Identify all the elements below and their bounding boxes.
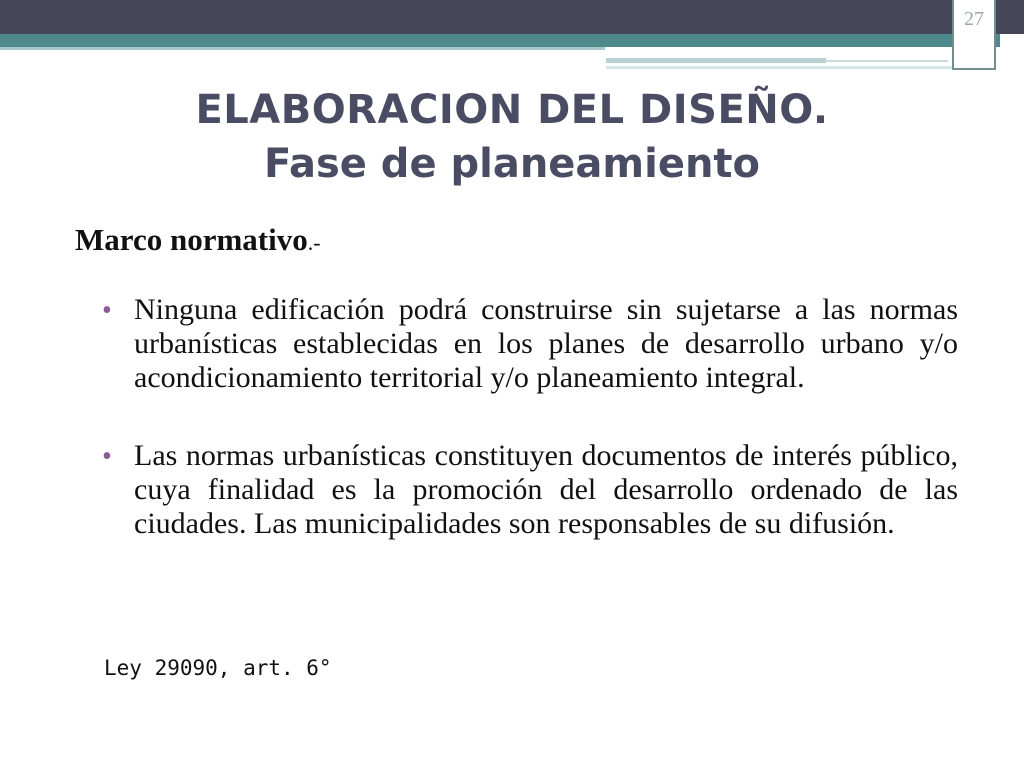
bullet-text: Ninguna edificación podrá construirse sin sujetarse a las normas urbanísticas establecidas en los planes de desarrollo urbano y/o acondicionamiento territorial y/o planeamiento integral. [134,293,958,394]
bullet-list [100,293,958,585]
section-heading-text: Marco normativo [75,222,308,257]
title-subtitle: Fase de planeamiento [263,141,761,187]
bullet-text: Las normas urbanísticas constituyen documentos de interés público, cuya finalidad es la promoción del desarrollo ordenado de las ciudades. Las municipalidades son responsables de su difusión. [134,439,958,540]
slide-title [100,86,924,188]
teal-accent-bar [0,34,1000,47]
section-heading-suffix: .- [307,230,321,255]
page-number: 27 [964,8,984,30]
title-main: ELABORACION DEL DISEÑO. [195,87,829,133]
accent-line [606,66,996,69]
law-citation: Ley 29090, art. 6° [104,656,332,680]
page-number-tab [952,0,996,70]
header-band [0,0,1024,34]
accent-line [606,58,826,63]
bullet-marker-icon: • [102,441,112,472]
bullet-item [100,293,958,395]
bullet-marker-icon: • [102,295,112,326]
section-heading [75,222,321,258]
accent-line [0,47,605,50]
bullet-item [100,439,958,541]
accent-line [826,60,948,62]
